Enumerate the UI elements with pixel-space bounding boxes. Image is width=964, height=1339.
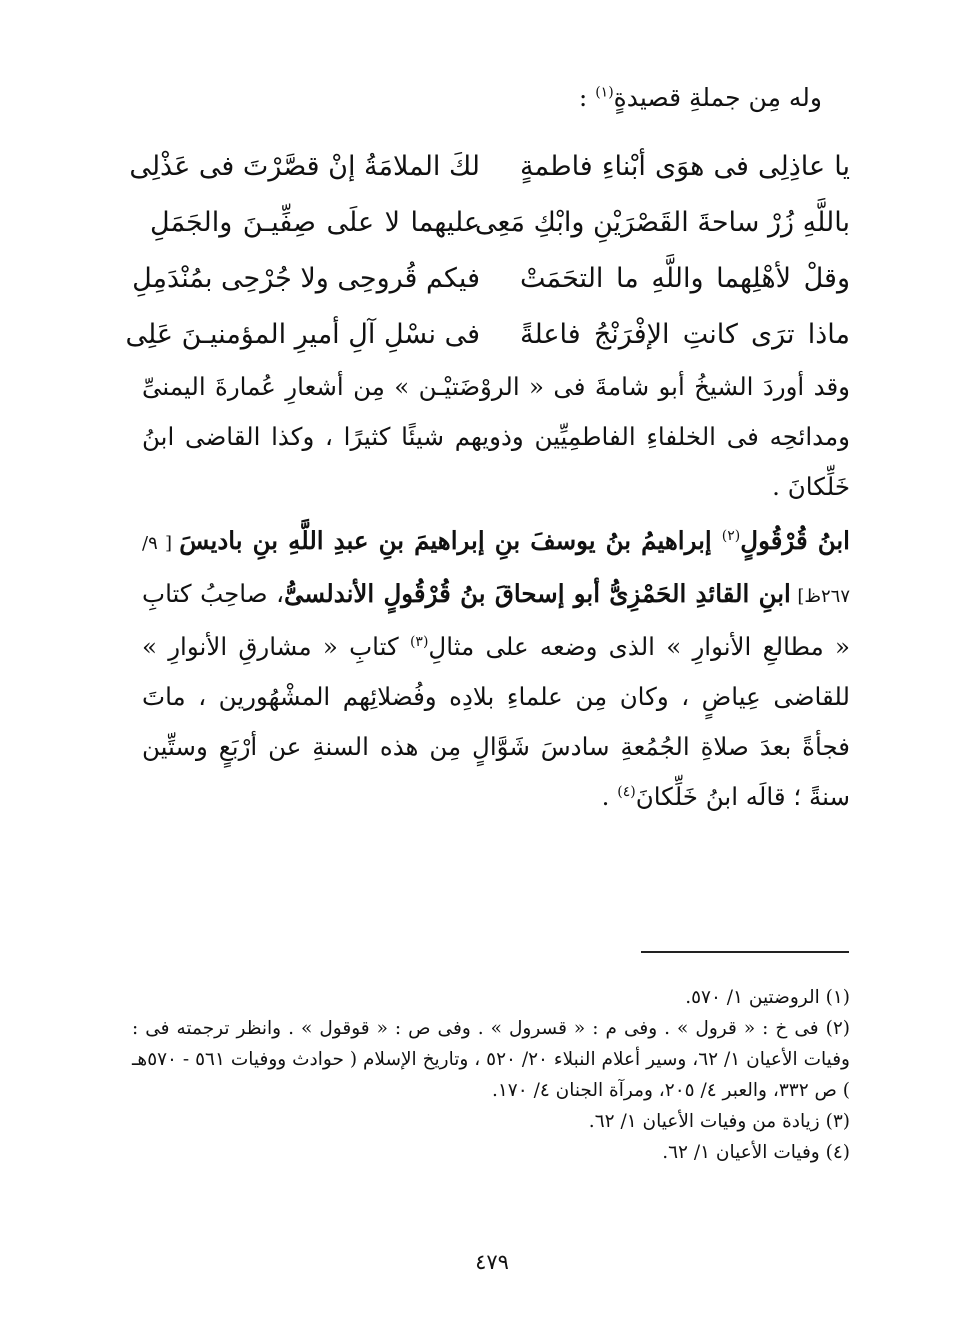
footnote-marker-3: (٣) xyxy=(409,633,429,650)
biography-text: ، صاحِبُ كتابِ « مطالعِ الأنوارِ » الذى وضعه على مثالِ xyxy=(142,579,850,661)
poem-verse xyxy=(150,194,850,250)
poem-verse xyxy=(132,250,850,306)
footnote-3: (٣) زيادة من وفيات الأعيان ١/ ٦٢. xyxy=(588,1111,850,1132)
footnote-2: (٢) فى خ : « قرول » . وفى م : « قسرول » . وفى ص : « قوقول » . وانظر ترجمته فى : وفيات الأعيان ١/ ٦٢، وسير أعلام النبلاء ٢٠/ ٥٢٠ ، وتاريخ الإسلام ( حوادث ووفيات ٥٦١ - ٥٧٠هـ ) ص ٣٣٢، والعبر ٤/ ٢٠٥، ومرآة الجنان ٤/ ١٧٠. xyxy=(132,1018,850,1101)
page-number: ٤٧٩ xyxy=(475,1250,509,1274)
verse-second-hemistich: لكَ الملامَةُ إنْ قصَّرْتَ فى عَذْلِى xyxy=(129,150,480,182)
verse-second-hemistich: عليهما لا علَى صِفِّيـنَ والجَمَلِ xyxy=(150,206,480,238)
footnote-separator xyxy=(641,951,849,953)
poem xyxy=(125,138,850,362)
verse-first-hemistich: ماذا ترَى كانتِ الإفْرَنْجُ فاعلةً xyxy=(520,318,850,350)
paragraph-sources: وقد أوردَ الشيخُ أبو شامةَ فى « الروْضَتيْـن » مِن أشعارِ عُمارةَ اليمنىِّ ومدائحِه فى الخلفاءِ الفاطمِيِّين وذويهم شيئًا كثيرًا ، وكذا القاضى ابنُ خَلِّكانَ . xyxy=(142,372,850,501)
verse-first-hemistich: وقلْ لأهْلِهما واللَّهِ ما التحَمَتْ xyxy=(520,262,850,294)
intro-colon: : xyxy=(578,83,596,112)
poem-verse xyxy=(125,306,850,362)
entry-lineage-continued: ابنِ القائدِ الحَمْزِىُّ أبو إسحاقَ بنُ قُرْقُولٍ الأندلسىُّ xyxy=(284,579,791,608)
verse-first-hemistich: باللَّهِ زُرْ ساحةَ القَصْرَيْنِ وابْكِ مَعِى xyxy=(475,206,850,238)
poem-intro xyxy=(122,78,822,118)
footnote-4: (٤) وفيات الأعيان ١/ ٦٢. xyxy=(662,1142,850,1163)
verse-second-hemistich: فى نسْلِ آلِ أميرِ المؤمنيـنَ عَلِى xyxy=(125,318,480,350)
footnote-marker-1: (١) xyxy=(595,84,614,101)
main-text xyxy=(142,362,850,822)
paragraph-biography xyxy=(142,516,850,822)
manuscript-reference: [ ٩/ ٢٦٧ظ] xyxy=(142,533,850,607)
footnote-marker-2: (٢) xyxy=(721,527,741,544)
footnotes xyxy=(132,982,850,1168)
poem-verse xyxy=(129,138,850,194)
intro-text: وله مِن جملةِ قصيدةٍ xyxy=(613,83,822,112)
footnote-marker-4: (٤) xyxy=(617,783,636,800)
entry-lineage: إبراهيمُ بنُ يوسفَ بنِ إبراهيمَ بنِ عبدِ اللَّهِ بنِ باديسَ xyxy=(179,526,722,555)
biography-text-continued: كتابِ « مشارقِ الأنوارِ » للقاضى عِياضٍ ، وكان مِن علماءِ بلادِه وفُضلائِهم المشْهُورين ، ماتَ فجأةً بعدَ صلاةِ الجُمُعةِ سادسَ شَوَّالٍ مِن هذه السنةِ عن أرْبَعٍ وستِّين سنةً ؛ قالَه ابنُ خَلِّكانَ xyxy=(142,632,850,811)
entry-name: ابنُ قُرْقُولٍ xyxy=(740,526,850,555)
verse-second-hemistich: فيكم قُروحِى ولا جُرْحِى بمُنْدَمِلِ xyxy=(132,262,480,294)
footnote-1: (١) الروضتين ١/ ٥٧٠. xyxy=(685,987,850,1008)
biography-end: . xyxy=(601,782,618,811)
verse-first-hemistich: يا عاذِلِى فى هوَى أبْناءِ فاطمةٍ xyxy=(520,150,850,182)
